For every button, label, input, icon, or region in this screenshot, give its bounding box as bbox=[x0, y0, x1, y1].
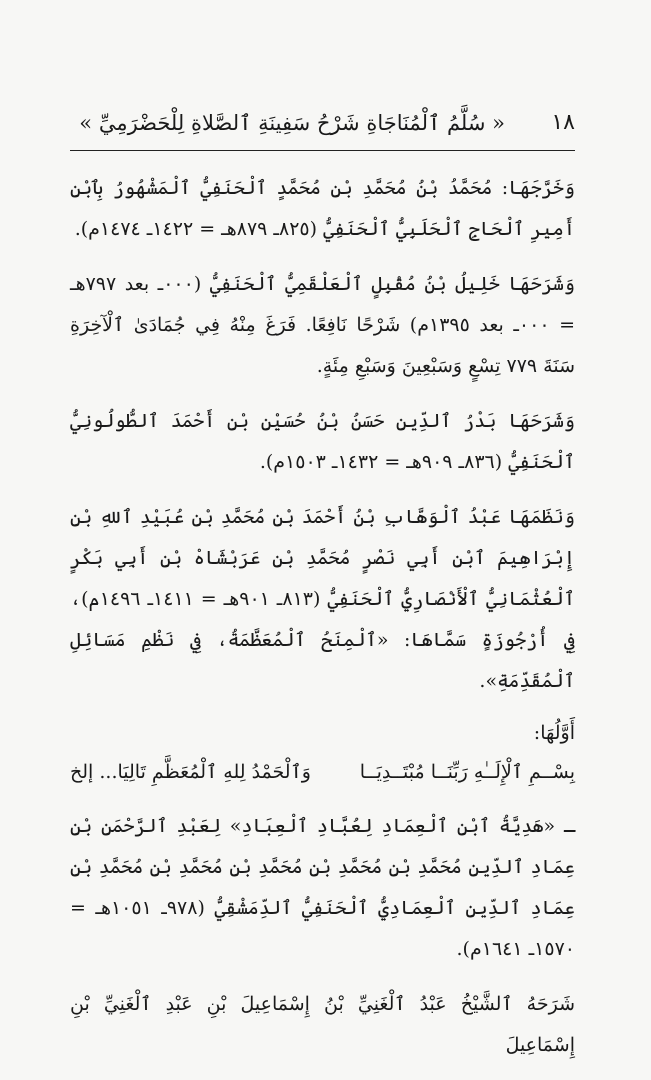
page-number: ١٨ bbox=[551, 110, 575, 135]
paragraph-1: وَخَرَّجَهَا: مُحَمَّدُ بْنُ مُحَمَّدِ بْنِ مُحَمَّدٍ ٱلْحَنَفِيُّ ٱلْمَشْهُورُ بِٱبْنِ أَمِيرِ ٱلْحَاجِ ٱلْحَلَبِيُّ ٱلْحَنَفِيُّ (٨٢٥ـ ٨٧٩هـ = ١٤٢٢ـ ١٤٧٤م). bbox=[70, 177, 575, 240]
poem-verse bbox=[70, 752, 575, 792]
paragraph-5: ـ «هَدِيَّةُ ٱبْنِ ٱلْعِمَادِ لِعُبَّادِ ٱلْعِبَادِ» لِعَبْدِ ٱلرَّحْمَنِ بْنِ عِمَادِ ٱلدِّينِ مُحَمَّدِ بْنِ مُحَمَّدِ بْنِ مُحَمَّدِ بْنِ مُحَمَّدِ بْنِ مُحَمَّدِ بْنِ عِمَادِ ٱلدِّينِ ٱلْعِمَادِيُّ ٱلْحَنَفِيُّ ٱلدِّمَشْقِيُّ (٩٧٨ـ ١٠٥١هـ = ١٥٧٠ـ ١٦٤١م). bbox=[70, 815, 576, 960]
hemistich-left: وَٱلْحَمْدُ لِلهِ ٱلْمُعَظَّمِ تَالِيَا... إلخ bbox=[70, 761, 311, 783]
paragraph-3: وَشَرَحَهَا بَدْرُ ٱلدِّينِ حَسَنُ بْنُ حُسَيْنِ بْنِ أَحْمَدَ ٱلطُّولُونِيُّ ٱلْحَنَفِيُّ (٨٣٦ـ ٩٠٩هـ = ١٤٣٢ـ ١٥٠٣م). bbox=[70, 410, 575, 473]
paragraph-2: وَشَرَحَهَا خَلِيلُ بْنُ مُقْبِلٍ ٱلْعَلْقَمِيُّ ٱلْحَنَفِيُّ (٠٠٠ـ بعد ٧٩٧هـ = ٠٠٠ـ بعد ١٣٩٥م) شَرْحًا نَافِعًا. فَرَغَ مِنْهُ فِي جُمَادَىٰ ٱلْآخِرَةِ سَنَةَ ٧٧٩ تِسْعٍ وَسَبْعِينَ وَسَبْعِ مِئَةٍ. bbox=[70, 273, 576, 377]
running-title: « سُلَّمُ ٱلْمُنَاجَاةِ شَرْحُ سَفِينَةِ ٱلصَّلاةِ لِلْحَضْرَمِيِّ » bbox=[79, 111, 505, 135]
page-header bbox=[70, 108, 575, 144]
paragraph-4: وَنَظَمَهَا عَبْدُ ٱلْوَهَّابِ بْنُ أَحْمَدَ بْنِ مُحَمَّدِ بْنِ عُبَيْدِ ٱللهِ بْنِ إِبْرَاهِيمَ ٱبْنِ أَبِي نَصْرٍ مُحَمَّدِ بْنِ عَرَبْشَاهْ بْنِ أَبِي بَكْرٍ ٱلْعُثْمَانِيُّ ٱلْأَنْصَارِيُّ ٱلْحَنَفِيُّ (٨١٣ـ ٩٠١هـ = ١٤١١ـ ١٤٩٦م)، فِي أُرْجُوزَةٍ سَمَّاهَا: «ٱلْمِنَحُ ٱلْمُعَظَّمَةُ، فِي نَظْمِ مَسَائِلِ ٱلْمُقَدِّمَةِ». bbox=[70, 506, 576, 692]
page-body bbox=[70, 168, 575, 1080]
poem-intro: أَوَّلُهَا: bbox=[533, 722, 575, 744]
hemistich-right: بِسْــمِ ٱلْإِلَــٰهِ رَبِّنَــا مُبْتَــدِيَــا bbox=[359, 761, 575, 783]
header-rule bbox=[70, 150, 575, 151]
paragraph-6: شَرَحَهُ ٱلشَّيْخُ عَبْدُ ٱلْغَنِيِّ بْنُ إِسْمَاعِيلَ بْنِ عَبْدِ ٱلْغَنِيِّ بْنِ إِسْمَاعِيلَ bbox=[70, 993, 575, 1056]
